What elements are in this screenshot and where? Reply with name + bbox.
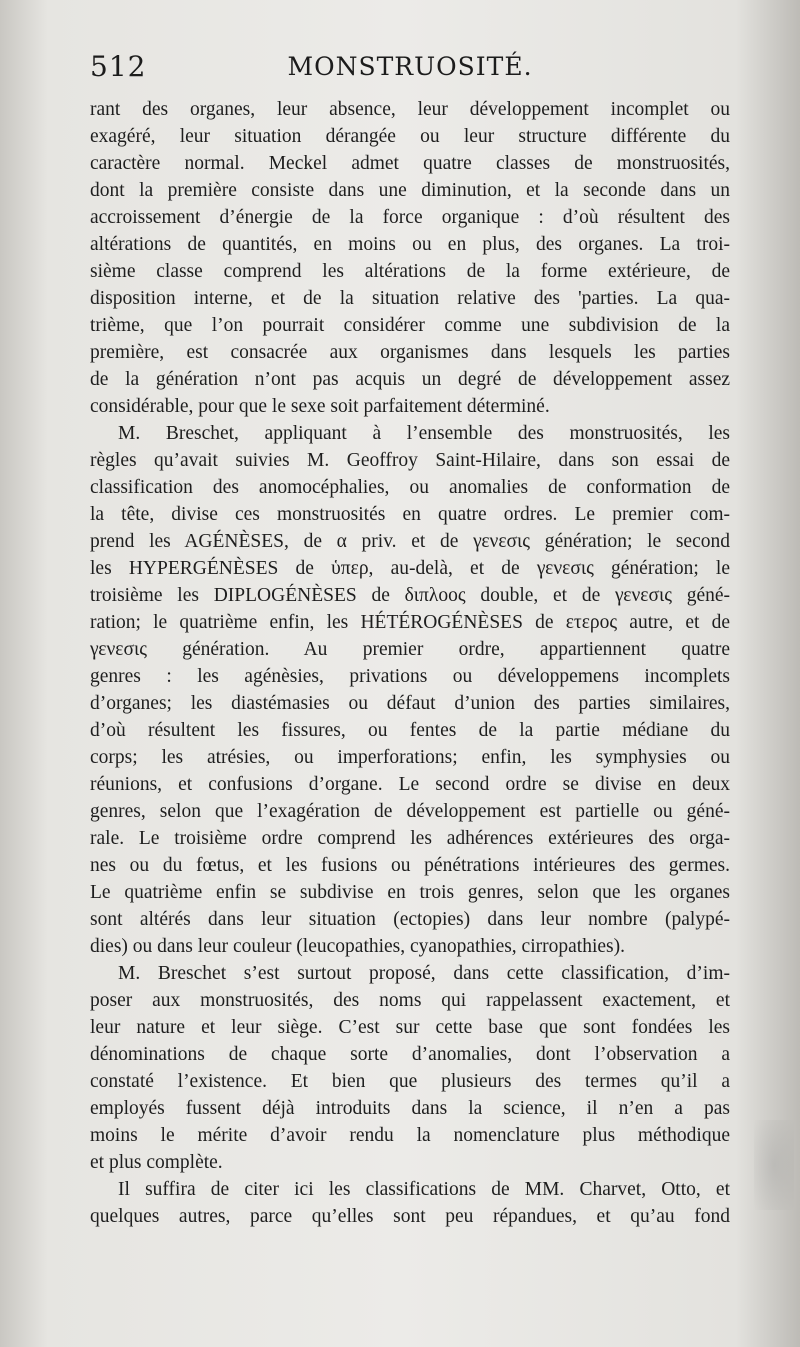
text-line: genres : les agénèsies, privations ou développemens incomplets <box>90 666 730 687</box>
text-line: troisième les DIPLOGÉNÈSES de διπλοος double, et de γενεσις géné- <box>90 585 730 606</box>
text-line: la tête, divise ces monstruosités en quatre ordres. Le premier com- <box>90 504 730 525</box>
text-line: les HYPERGÉNÈSES de ὑπερ, au-delà, et de γενεσις génération; le <box>90 558 730 579</box>
text-line: règles qu’avait suivies M. Geoffroy Saint-Hilaire, dans son essai de <box>90 450 730 471</box>
text-line: caractère normal. Meckel admet quatre classes de monstruosités, <box>90 153 730 174</box>
text-line: moins le mérite d’avoir rendu la nomenclature plus méthodique <box>90 1125 730 1146</box>
text-line: rale. Le troisième ordre comprend les adhérences extérieures des orga- <box>90 828 730 849</box>
text-line: dénominations de chaque sorte d’anomalies, dont l’observation a <box>90 1044 730 1065</box>
text-line: nes ou du fœtus, et les fusions ou pénétrations intérieures des germes. <box>90 855 730 876</box>
text-line: d’organes; les diastémasies ou défaut d’union des parties similaires, <box>90 693 730 714</box>
body-text <box>90 96 730 1230</box>
text-line: poser aux monstruosités, des noms qui rappelassent exactement, et <box>90 990 730 1011</box>
text-line: quelques autres, parce qu’elles sont peu répandues, et qu’au fond <box>90 1206 730 1227</box>
text-line: sont altérés dans leur situation (ectopies) dans leur nombre (palypé- <box>90 909 730 930</box>
text-line: γενεσις génération. Au premier ordre, appartiennent quatre <box>90 639 730 660</box>
text-line: rant des organes, leur absence, leur développement incomplet ou <box>90 99 730 120</box>
text-line: trième, que l’on pourrait considérer comme une subdivision de la <box>90 315 730 336</box>
running-title: MONSTRUOSITÉ. <box>287 52 533 81</box>
text-line: exagéré, leur situation dérangée ou leur structure différente du <box>90 126 730 147</box>
page-number: 512 <box>90 50 147 83</box>
text-line: prend les AGÉNÈSES, de α priv. et de γενεσις génération; le second <box>90 531 730 552</box>
text-line: Le quatrième enfin se subdivise en trois genres, selon que les organes <box>90 882 730 903</box>
page-header <box>90 50 730 86</box>
text-line: disposition interne, et de la situation relative des 'parties. La qua- <box>90 288 730 309</box>
text-line: de la génération n’ont pas acquis un degré de développement assez <box>90 369 730 390</box>
ink-bleed-mark <box>754 1120 794 1210</box>
text-line: M. Breschet, appliquant à l’ensemble des monstruosités, les <box>118 423 730 444</box>
text-line: d’où résultent les fissures, ou fentes de la partie médiane du <box>90 720 730 741</box>
text-line: et plus complète. <box>90 1152 223 1173</box>
text-line: première, est consacrée aux organismes dans lesquels les parties <box>90 342 730 363</box>
text-line: classification des anomocéphalies, ou anomalies de conformation de <box>90 477 730 498</box>
text-line: dies) ou dans leur couleur (leucopathies, cyanopathies, cirropathies). <box>90 936 625 957</box>
text-line: Il suffira de citer ici les classifications de MM. Charvet, Otto, et <box>118 1179 730 1200</box>
text-line: constaté l’existence. Et bien que plusieurs des termes qu’il a <box>90 1071 730 1092</box>
text-line: considérable, pour que le sexe soit parfaitement déterminé. <box>90 396 550 417</box>
text-line: accroissement d’énergie de la force organique : d’où résultent des <box>90 207 730 228</box>
text-line: altérations de quantités, en moins ou en plus, des organes. La troi- <box>90 234 730 255</box>
text-line: genres, selon que l’exagération de développement est partielle ou géné- <box>90 801 730 822</box>
text-line: employés fussent déjà introduits dans la science, il n’en a pas <box>90 1098 730 1119</box>
text-line: ration; le quatrième enfin, les HÉTÉROGÉNÈSES de ετερος autre, et de <box>90 612 730 633</box>
text-line: leur nature et leur siège. C’est sur cette base que sont fondées les <box>90 1017 730 1038</box>
text-line: M. Breschet s’est surtout proposé, dans cette classification, d’im- <box>118 963 730 984</box>
text-line: dont la première consiste dans une diminution, et la seconde dans un <box>90 180 730 201</box>
text-line: réunions, et confusions d’organe. Le second ordre se divise en deux <box>90 774 730 795</box>
text-line: sième classe comprend les altérations de la forme extérieure, de <box>90 261 730 282</box>
text-line: corps; les atrésies, ou imperforations; enfin, les symphysies ou <box>90 747 730 768</box>
